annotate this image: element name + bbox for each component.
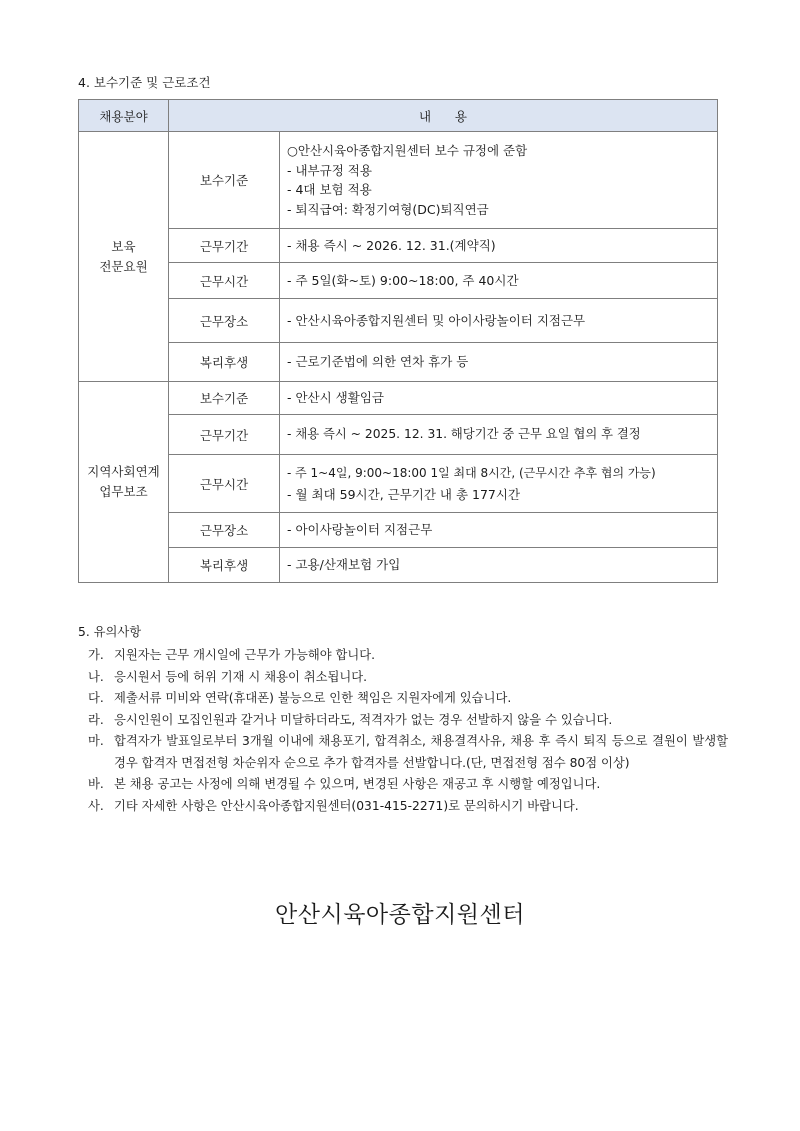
item-cell: 근무기간 [169,229,280,263]
table-header-row [79,100,718,132]
note-item [78,774,728,796]
note-mark: 다. [88,691,104,705]
field-label-line: 전문요원 [99,258,148,274]
content-line: - 안산시 생활임금 [287,390,384,406]
field-label-line: 보육 [111,238,136,254]
table-row [79,513,718,548]
item-cell: 근무기간 [169,415,280,455]
field-label-line: 업무보조 [99,484,148,499]
note-mark: 나. [88,669,104,684]
table-row [79,263,718,299]
content-cell [280,513,718,548]
item-cell: 복리후생 [169,343,280,382]
section-4-title: 4. 보수기준 및 근로조건 [78,75,211,90]
item-cell: 보수기준 [169,132,280,229]
notes-section [78,624,728,817]
table-row [79,132,718,229]
content-cell [280,299,718,343]
table-row [79,415,718,455]
section-5-title: 5. 유의사항 [78,625,142,639]
content-cell [280,455,718,513]
content-cell [280,548,718,583]
table-row [79,382,718,415]
content-line: ○안산시육아종합지원센터 보수 규정에 준함 [287,143,528,158]
content-line: - 채용 즉시 ~ 2026. 12. 31.(계약직) [287,237,496,253]
content-line: - 고용/산재보험 가입 [287,557,401,573]
note-text: 응시원서 등에 허위 기재 시 채용이 취소됩니다. [114,669,368,684]
note-item [78,688,728,710]
content-line: - 퇴직급여: 확정기여형(DC)퇴직연금 [287,201,489,217]
note-mark: 마. [88,734,104,748]
note-mark: 가. [88,648,104,662]
note-text: 기타 자세한 사항은 안산시육아종합지원센터(031-415-2271)로 문의하시기 바랍니다. [114,798,579,813]
table-row [79,455,718,513]
content-line: - 안산시육아종합지원센터 및 아이사랑놀이터 지점근무 [287,312,586,328]
note-item [78,731,728,774]
table-row [79,299,718,343]
note-item [78,710,728,732]
content-line: - 아이사랑놀이터 지점근무 [287,522,433,538]
note-mark: 라. [88,712,104,727]
note-item [78,667,728,689]
table-row [79,343,718,382]
conditions-table [78,99,718,583]
note-mark: 사. [88,798,104,813]
organization-name: 안산시육아종합지원센터 [275,902,525,928]
item-cell: 근무시간 [169,263,280,299]
note-item [78,645,728,667]
note-text: 본 채용 공고는 사정에 의해 변경될 수 있으며, 변경된 사항은 재공고 후 시행할 예정입니다. [114,777,601,791]
content-cell [280,229,718,263]
item-cell: 근무장소 [169,299,280,343]
note-mark: 바. [88,777,104,791]
content-line: - 월 최대 59시간, 근무기간 내 총 177시간 [287,486,521,502]
header-field: 채용분야 [79,100,169,132]
content-cell [280,132,718,229]
item-cell: 복리후생 [169,548,280,583]
item-cell: 근무장소 [169,513,280,548]
content-line: - 내부규정 적용 [287,162,372,178]
field-cell-childcare [79,132,169,382]
note-text: 응시인원이 모집인원과 같거나 미달하더라도, 적격자가 없는 경우 선발하지 않을 수 있습니다. [114,712,613,727]
note-text: 제출서류 미비와 연락(휴대폰) 불능으로 인한 책임은 지원자에게 있습니다. [114,691,512,705]
content-line: - 근로기준법에 의한 연차 휴가 등 [287,354,469,370]
content-line: - 주 5일(화~토) 9:00~18:00, 주 40시간 [287,272,519,288]
table-row [79,229,718,263]
header-content: 내 용 [169,100,718,132]
note-item [78,796,728,818]
note-text: 지원자는 근무 개시일에 근무가 가능해야 합니다. [114,648,376,662]
content-line: - 채용 즉시 ~ 2025. 12. 31. 해당기간 중 근무 요일 협의 후 결정 [287,426,641,441]
table-row [79,548,718,583]
content-line: - 4대 보험 적용 [287,182,372,197]
content-line: - 주 1~4일, 9:00~18:00 1일 최대 8시간, (근무시간 추후 협의 가능) [287,465,656,480]
content-cell [280,343,718,382]
field-cell-community [79,382,169,583]
content-cell [280,415,718,455]
item-cell: 근무시간 [169,455,280,513]
content-cell [280,263,718,299]
content-cell [280,382,718,415]
item-cell: 보수기준 [169,382,280,415]
note-text: 합격자가 발표일로부터 3개월 이내에 채용포기, 합격취소, 채용결격사유, 채용 후 즉시 퇴직 등으로 결원이 발생할 경우 합격자 면접전형 차순위자 순으로 추가 합격자를 선발합니다.(단, 면접전형 점수 80점 이상) [114,734,728,770]
field-label-line: 지역사회연계 [87,464,160,479]
